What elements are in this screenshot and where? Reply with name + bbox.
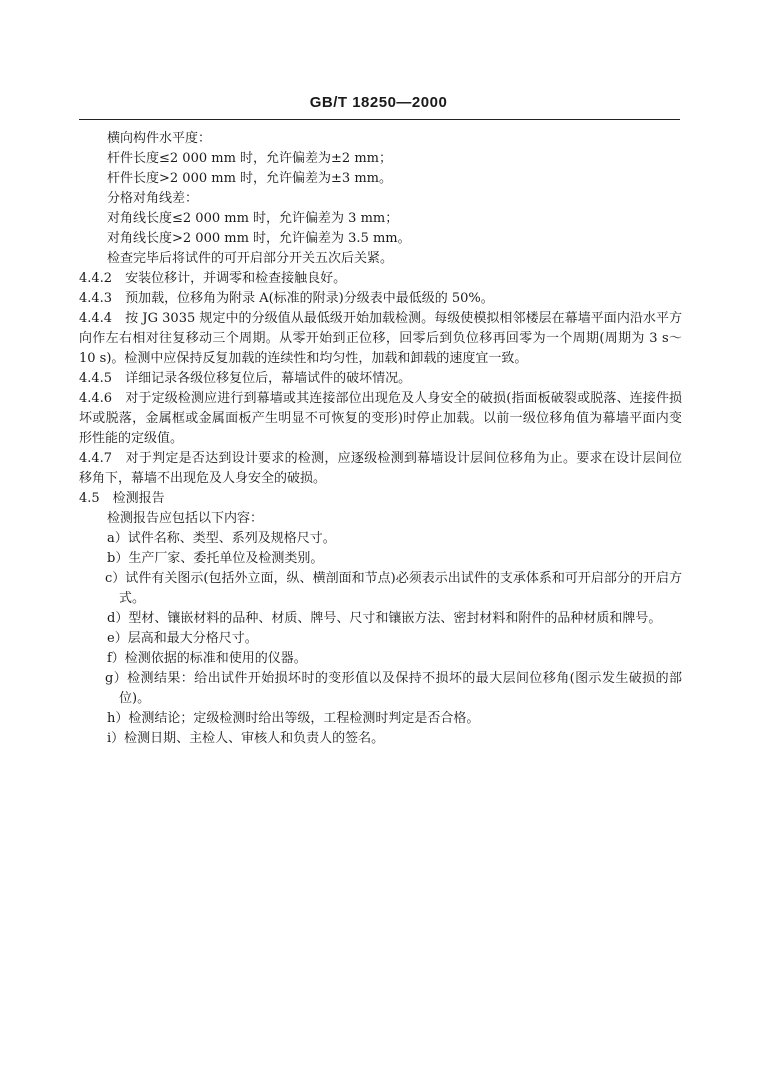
- clause-4-4-2: 4.4.2 安装位移计，并调零和检查接触良好。: [79, 271, 347, 286]
- section-4-5-heading: 4.5 检测报告: [79, 491, 165, 506]
- list-item: c）试件有关图示(包括外立面，纵、横剖面和节点)必须表示出试件的支承体系和可开启部分的开启方式。: [105, 571, 682, 606]
- list-item: b）生产厂家、委托单位及检测类别。: [107, 551, 324, 566]
- text-line: 杆件长度>2 000 mm 时，允许偏差为±3 mm。: [107, 171, 392, 186]
- text-line: 横向构件水平度：: [107, 131, 212, 146]
- text-line: 检查完毕后将试件的可开启部分开关五次后关紧。: [107, 251, 394, 266]
- text-line: 杆件长度≤2 000 mm 时，允许偏差为±2 mm；: [107, 151, 392, 166]
- clause-4-4-6: 4.4.6 对于定级检测应进行到幕墙或其连接部位出现危及人身安全的破损(指面板破裂或脱落、连接件损坏或脱落，金属框或金属面板产生明显不可恢复的变形)时停止加载。以前一级位移角值为幕墙平面内变形性能的定级值。: [79, 391, 682, 446]
- standard-code-header: GB/T 18250—2000: [309, 94, 448, 111]
- list-item: d）型材、镶嵌材料的品种、材质、牌号、尺寸和镶嵌方法、密封材料和附件的品种材质和牌号。: [107, 611, 662, 626]
- clause-4-4-4: 4.4.4 按 JG 3035 规定中的分级值从最低级开始加载检测。每级使模拟相邻楼层在幕墙平面内沿水平方向作左右相对往复移动三个周期。从零开始到正位移，回零后到负位移再回零为一个周期(周期为 3 s～10 s)。检测中应保持反复加载的连续性和均匀性，加载和卸载的速度宜一致。: [79, 311, 682, 366]
- text-line: 检测报告应包括以下内容：: [107, 511, 264, 526]
- header-rule: [79, 119, 680, 120]
- list-item: h）检测结论；定级检测时给出等级，工程检测时判定是否合格。: [107, 711, 480, 726]
- text-line: 对角线长度≤2 000 mm 时，允许偏差为 3 mm；: [107, 211, 399, 226]
- list-item: a）试件名称、类型、系列及规格尺寸。: [107, 531, 336, 546]
- clause-4-4-7: 4.4.7 对于判定是否达到设计要求的检测，应逐级检测到幕墙设计层间位移角为止。要求在设计层间位移角下，幕墙不出现危及人身安全的破损。: [79, 451, 682, 486]
- text-line: 对角线长度>2 000 mm 时，允许偏差为 3.5 mm。: [107, 231, 411, 246]
- list-item: g）检测结果：给出试件开始损坏时的变形值以及保持不损坏的最大层间位移角(图示发生破损的部位)。: [105, 671, 682, 706]
- clause-4-4-3: 4.4.3 预加载，位移角为附录 A(标准的附录)分级表中最低级的 50%。: [79, 291, 494, 306]
- list-item: i）检测日期、主检人、审核人和负责人的签名。: [107, 731, 385, 746]
- text-line: 分格对角线差：: [107, 191, 199, 206]
- list-item: f）检测依据的标准和使用的仪器。: [107, 651, 307, 666]
- document-body: [79, 129, 682, 749]
- list-item: e）层高和最大分格尺寸。: [107, 631, 258, 646]
- clause-4-4-5: 4.4.5 详细记录各级位移复位后，幕墙试件的破坏情况。: [79, 371, 412, 386]
